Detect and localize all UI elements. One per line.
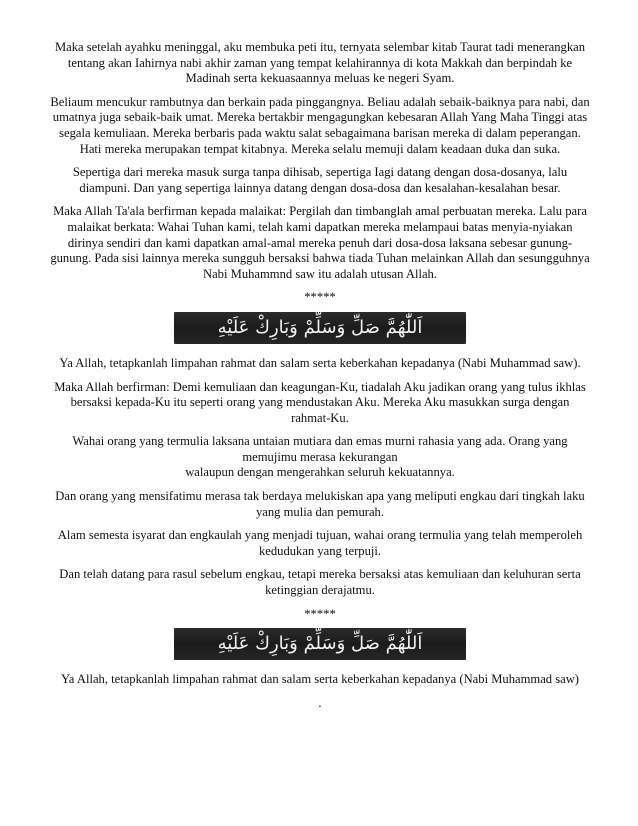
paragraph-8: Dan orang yang mensifatimu merasa tak berdaya melukiskan apa yang meliputi engkau dari tingkah laku yang mulia dan pemurah. xyxy=(55,489,585,519)
paragraph-9: Alam semesta isyarat dan engkaulah yang menjadi tujuan, wahai orang termulia yang telah memperoleh kedudukan yang terpuji. xyxy=(57,528,583,558)
paragraph-6: Maka Allah berfirman: Demi kemuliaan dan keagungan-Ku, tiadalah Aku jadikan orang yang tulus ikhlas bersaksi kepada-Ku itu seperti orang yang mendustakan Aku. Mereka Aku masukkan surga dengan rahmat-Ku. xyxy=(54,379,586,425)
document-page xyxy=(50,40,590,719)
paragraph-3: Sepertiga dari mereka masuk surga tanpa dihisab, sepertiga Iagi datang dengan dosa-dosanya, lalu diampuni. Dan yang sepertiga lainnya datang dengan dosa-dosa dan kesalahan-kesalahan besar. xyxy=(72,165,568,195)
salawat-banner-1 xyxy=(174,312,466,344)
salawat-arabic-text: اَللّٰهُمَّ صَلِّ وَسَلِّمْ وَبَارِكْ عَلَيْهِ xyxy=(217,316,423,338)
paragraph-7-line-a: Wahai orang yang termulia laksana untaian mutiara dan emas murni rahasia yang ada. Orang yang memujimu merasa kekurangan xyxy=(72,434,568,464)
paragraph-2: Beliaum mencukur rambutnya dan berkain pada pinggangnya. Beliau adalah sebaik-baiknya para nabi, dan umatnya juga sebaik-baik umat. Mereka bertakbir mengagungkan kebesaran Allah Yang Maha Tinggi atas segala kemuliaan. Mereka berbaris pada waktu salat sebagaimana barisan mereka di dalam peperangan. Hati mereka merupakan tempat kitabnya. Mereka selalu memuji dalam keadaan duka dan suka. xyxy=(50,94,590,156)
paragraph-5: Ya Allah, tetapkanlah limpahan rahmat dan salam serta keberkahan kepadanya (Nabi Muhammad saw). xyxy=(59,355,581,370)
paragraph-7-line-b: walaupun dengan mengerahkan seluruh kekuatannya. xyxy=(185,465,455,480)
page-end-dot: . xyxy=(318,695,322,710)
salawat-arabic-text: اَللّٰهُمَّ صَلِّ وَسَلِّمْ وَبَارِكْ عَلَيْهِ xyxy=(217,633,423,655)
paragraph-1: Maka setelah ayahku meninggal, aku membuka peti itu, ternyata selembar kitab Taurat tadi menerangkan tentang akan Iahirnya nabi akhir zaman yang tempat kelahirannya di kota Makkah dan berpindah ke Madinah serta kekuasaannya meluas ke negeri Syam. xyxy=(54,40,586,86)
paragraph-11: Ya Allah, tetapkanlah limpahan rahmat dan salam serta keberkahan kepadanya (Nabi Muhammad saw) xyxy=(60,672,580,687)
paragraph-4: Maka Allah Ta'ala berfirman kepada malaikat: Pergilah dan timbanglah amal perbuatan mereka. Lalu para malaikat berkata: Wahai Tuhan kami, telah kami dapatkan mereka melampaui batas menyia-nyiakan dirinya sendiri dan kami dapatkan amal-amal mereka penuh dari dosa-dosa laksana sebesar gunung-gunung. Pada sisi lainnya mereka sungguh bersaksi bahwa tiada Tuhan melainkan Allah dan sesungguhnya Nabi Muhammnd saw itu adalah utusan Allah. xyxy=(50,204,590,281)
salawat-banner-2 xyxy=(174,628,466,660)
section-separator-1: ***** xyxy=(304,290,336,305)
paragraph-7 xyxy=(50,434,590,481)
section-separator-2: ***** xyxy=(304,606,336,621)
paragraph-10: Dan telah datang para rasul sebelum engkau, tetapi mereka bersaksi atas kemuliaan dan keluhuran serta ketinggian derajatmu. xyxy=(59,567,581,598)
